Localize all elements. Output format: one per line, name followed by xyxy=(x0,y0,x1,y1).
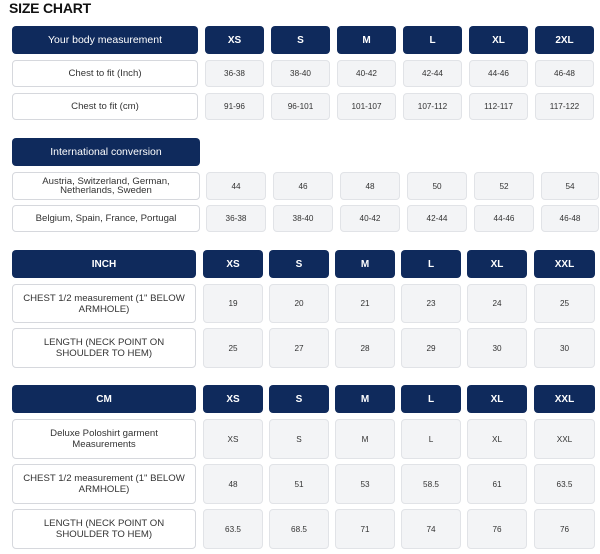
cm-value: 48 xyxy=(203,464,263,504)
cm-value: 76 xyxy=(534,509,595,549)
cm-header: CM xyxy=(12,385,196,413)
cm-size-xxl: XXL xyxy=(534,385,595,413)
intl-value: 38-40 xyxy=(273,205,333,232)
inch-value: 24 xyxy=(467,284,527,323)
body-size-l: L xyxy=(403,26,462,54)
body-size-xl: XL xyxy=(469,26,528,54)
inch-row-label: CHEST 1/2 measurement (1" BELOW ARMHOLE) xyxy=(12,284,196,323)
inch-value: 30 xyxy=(534,328,595,368)
cm-value: 68.5 xyxy=(269,509,329,549)
inch-value: 20 xyxy=(269,284,329,323)
body-row-label: Chest to fit (cm) xyxy=(12,93,198,120)
inch-value: 27 xyxy=(269,328,329,368)
cm-size-s: S xyxy=(269,385,329,413)
body-value: 40-42 xyxy=(337,60,396,87)
intl-value: 46 xyxy=(273,172,333,200)
body-value: 107-112 xyxy=(403,93,462,120)
body-value: 117-122 xyxy=(535,93,594,120)
intl-value: 52 xyxy=(474,172,534,200)
page-title: SIZE CHART xyxy=(9,0,92,16)
cm-size-xs: XS xyxy=(203,385,263,413)
cm-value: L xyxy=(401,419,461,459)
body-value: 112-117 xyxy=(469,93,528,120)
inch-value: 25 xyxy=(534,284,595,323)
cm-value: 58.5 xyxy=(401,464,461,504)
cm-value: XXL xyxy=(534,419,595,459)
cm-value: 74 xyxy=(401,509,461,549)
body-value: 46-48 xyxy=(535,60,594,87)
body-size-s: S xyxy=(271,26,330,54)
body-row-label: Chest to fit (Inch) xyxy=(12,60,198,87)
inch-size-l: L xyxy=(401,250,461,278)
intl-row-label: Belgium, Spain, France, Portugal xyxy=(12,205,200,232)
body-value: 42-44 xyxy=(403,60,462,87)
cm-value: 51 xyxy=(269,464,329,504)
cm-value: 61 xyxy=(467,464,527,504)
body-value: 36-38 xyxy=(205,60,264,87)
inch-value: 28 xyxy=(335,328,395,368)
inch-value: 23 xyxy=(401,284,461,323)
intl-value: 54 xyxy=(541,172,599,200)
body-size-2xl: 2XL xyxy=(535,26,594,54)
cm-size-xl: XL xyxy=(467,385,527,413)
inch-row-label: LENGTH (NECK POINT ON SHOULDER TO HEM) xyxy=(12,328,196,368)
inch-size-xs: XS xyxy=(203,250,263,278)
cm-value: 76 xyxy=(467,509,527,549)
cm-row-label: CHEST 1/2 measurement (1" BELOW ARMHOLE) xyxy=(12,464,196,504)
cm-value: S xyxy=(269,419,329,459)
inch-size-s: S xyxy=(269,250,329,278)
cm-value: XS xyxy=(203,419,263,459)
cm-row-label: Deluxe Poloshirt garment Measurements xyxy=(12,419,196,459)
inch-size-m: M xyxy=(335,250,395,278)
body-value: 91-96 xyxy=(205,93,264,120)
intl-header: International conversion xyxy=(12,138,200,166)
intl-value: 44 xyxy=(206,172,266,200)
body-value: 96-101 xyxy=(271,93,330,120)
body-size-xs: XS xyxy=(205,26,264,54)
cm-value: 53 xyxy=(335,464,395,504)
cm-size-l: L xyxy=(401,385,461,413)
intl-value: 50 xyxy=(407,172,467,200)
inch-value: 21 xyxy=(335,284,395,323)
cm-size-m: M xyxy=(335,385,395,413)
intl-value: 42-44 xyxy=(407,205,467,232)
cm-value: 63.5 xyxy=(203,509,263,549)
cm-row-label: LENGTH (NECK POINT ON SHOULDER TO HEM) xyxy=(12,509,196,549)
intl-value: 44-46 xyxy=(474,205,534,232)
intl-value: 40-42 xyxy=(340,205,400,232)
inch-size-xl: XL xyxy=(467,250,527,278)
inch-value: 19 xyxy=(203,284,263,323)
intl-value: 46-48 xyxy=(541,205,599,232)
cm-value: XL xyxy=(467,419,527,459)
cm-value: M xyxy=(335,419,395,459)
body-value: 44-46 xyxy=(469,60,528,87)
body-header: Your body measurement xyxy=(12,26,198,54)
intl-value: 36-38 xyxy=(206,205,266,232)
body-value: 38-40 xyxy=(271,60,330,87)
body-value: 101-107 xyxy=(337,93,396,120)
inch-size-xxl: XXL xyxy=(534,250,595,278)
cm-value: 71 xyxy=(335,509,395,549)
inch-value: 30 xyxy=(467,328,527,368)
intl-value: 48 xyxy=(340,172,400,200)
inch-header: INCH xyxy=(12,250,196,278)
body-size-m: M xyxy=(337,26,396,54)
cm-value: 63.5 xyxy=(534,464,595,504)
intl-row-label: Austria, Switzerland, German, Netherlands, Sweden xyxy=(12,172,200,200)
inch-value: 25 xyxy=(203,328,263,368)
inch-value: 29 xyxy=(401,328,461,368)
